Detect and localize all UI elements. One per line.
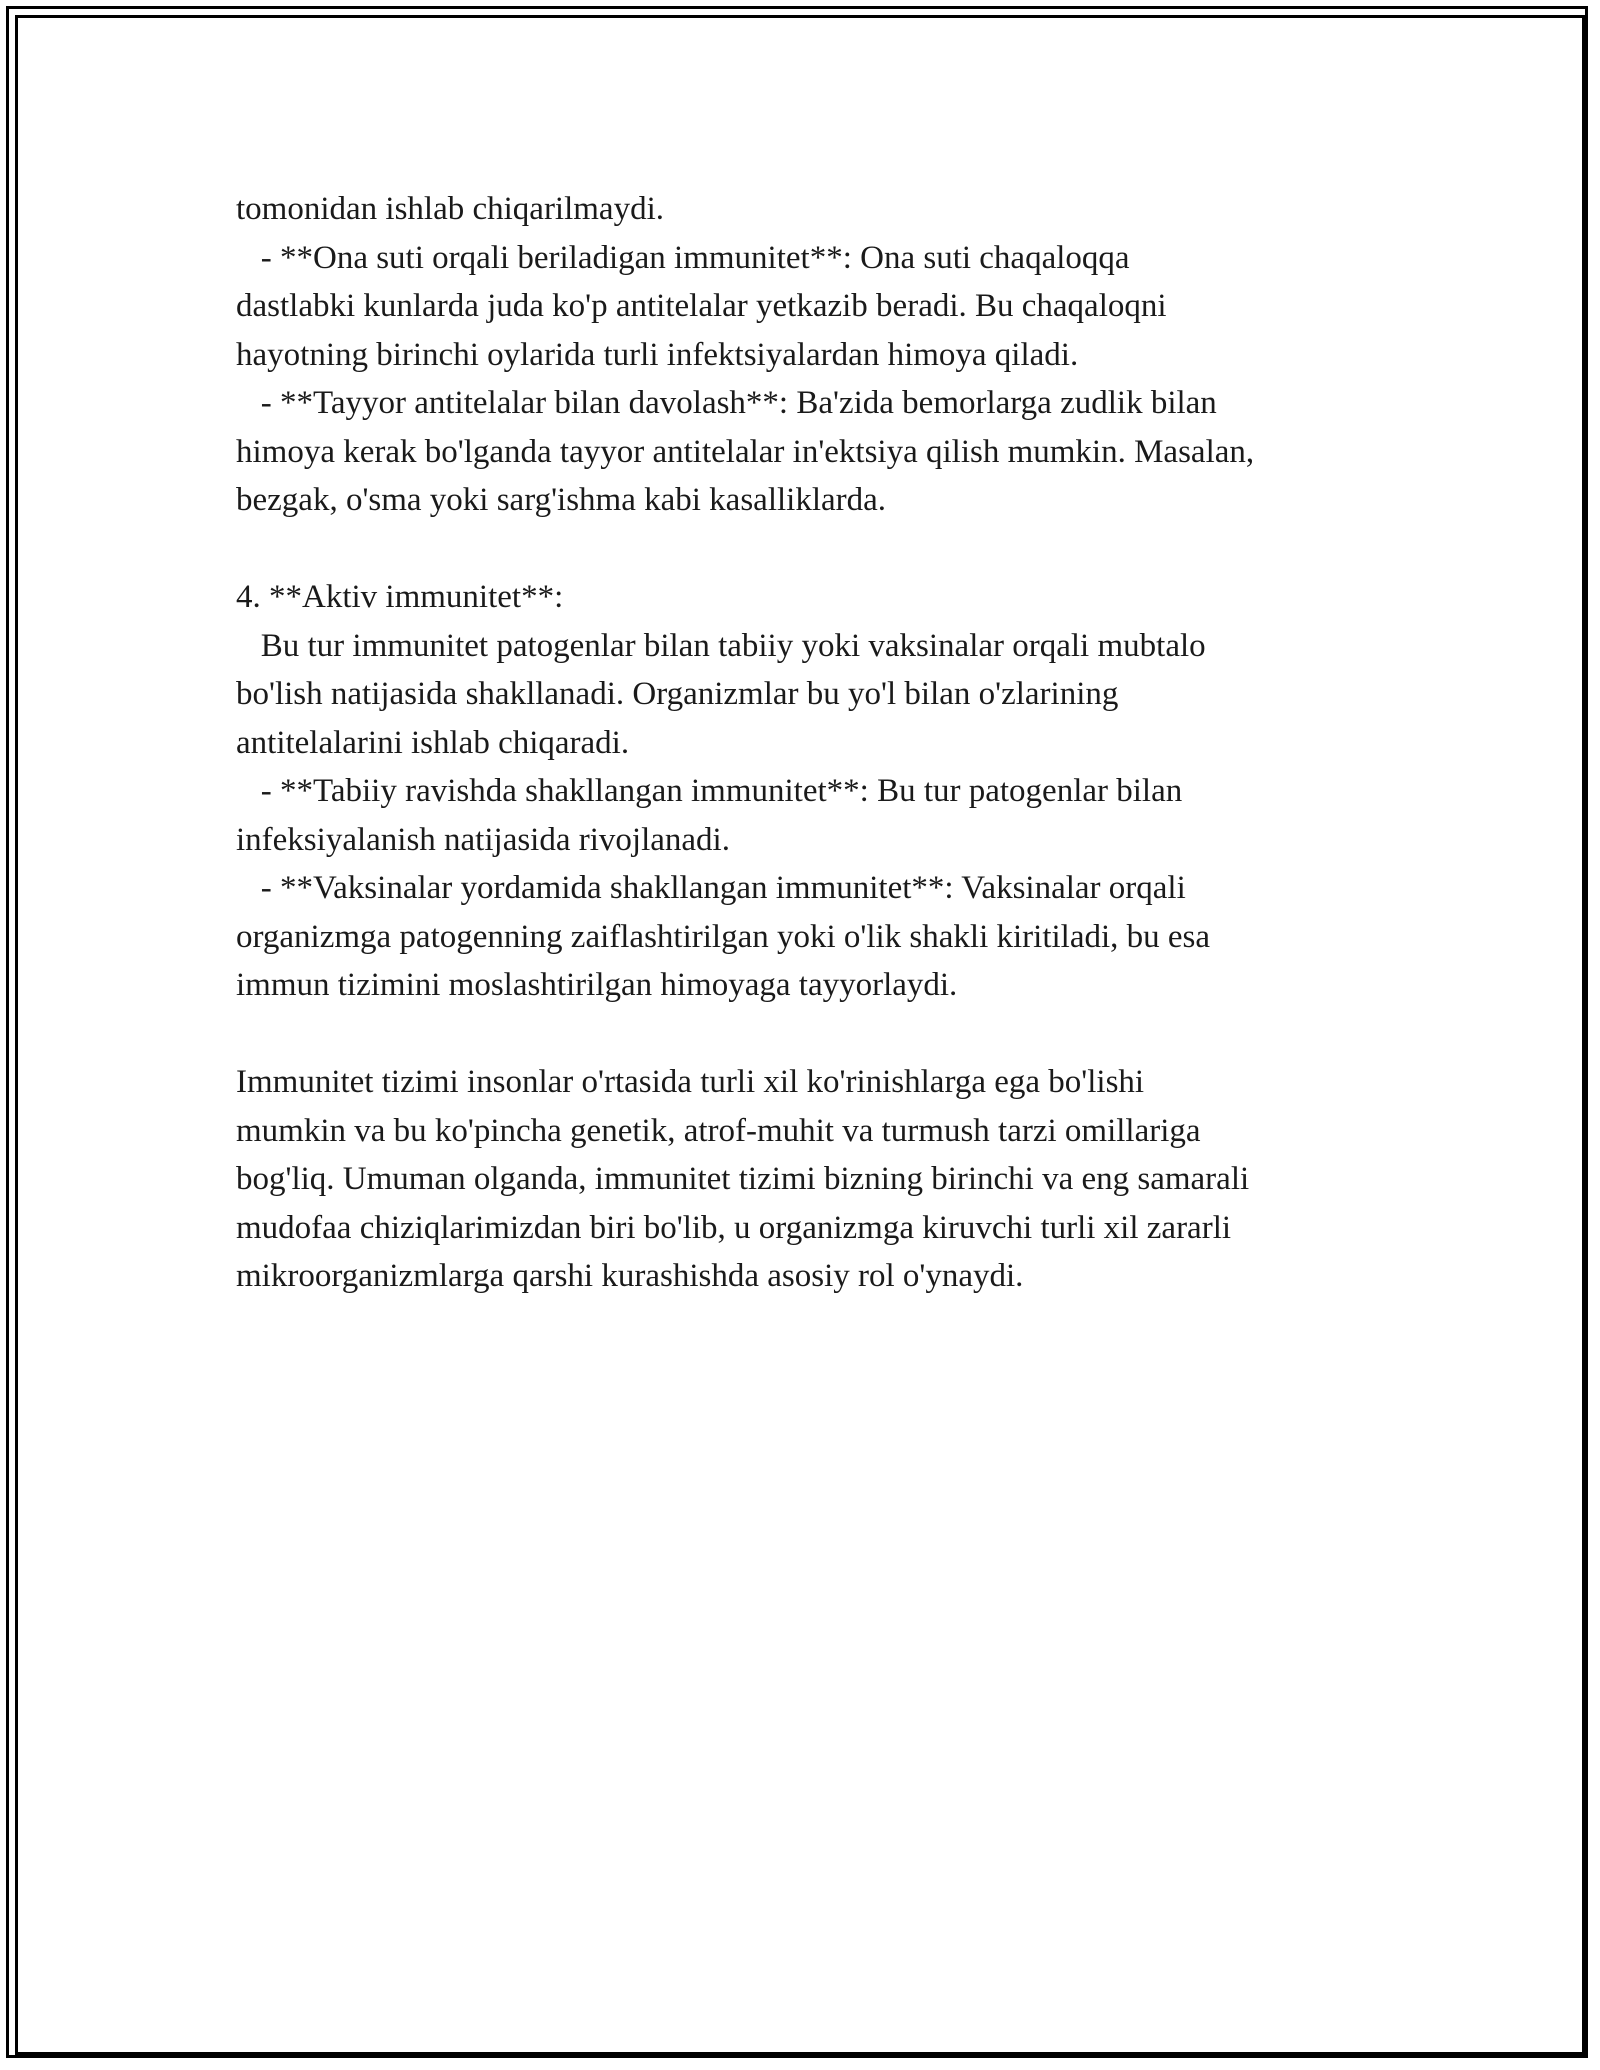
text-line: hayotning birinchi oylarida turli infektsiyalardan himoya qiladi. bbox=[236, 336, 1079, 373]
text-line: dastlabki kunlarda juda ko'p antitelalar yetkazib beradi. Bu chaqaloqni bbox=[236, 288, 1167, 324]
text-line: Bu tur immunitet patogenlar bilan tabiiy yoki vaksinalar orqali mubtalo bbox=[236, 627, 1206, 664]
text-line: mudofaa chiziqlarimizdan biri bo'lib, u organizmga kiruvchi turli xil zararli bbox=[236, 1209, 1232, 1246]
document-body bbox=[236, 185, 1386, 1301]
text-line: mumkin va bu ko'pincha genetik, atrof-muhit va turmush tarzi omillariga bbox=[236, 1112, 1201, 1149]
text-line: bog'liq. Umuman olganda, immunitet tizimi bizning birinchi va eng samarali bbox=[236, 1161, 1250, 1197]
text-line: bo'lish natijasida shakllanadi. Organizmlar bu yo'l bilan o'zlarining bbox=[236, 676, 1119, 712]
text-line: - **Tabiiy ravishda shakllangan immunitet**: Bu tur patogenlar bilan bbox=[236, 773, 1183, 809]
text-line: - **Vaksinalar yordamida shakllangan immunitet**: Vaksinalar orqali bbox=[236, 870, 1186, 906]
text-line: Immunitet tizimi insonlar o'rtasida turli xil ko'rinishlarga ega bo'lishi bbox=[236, 1064, 1145, 1100]
text-line: bezgak, o'sma yoki sarg'ishma kabi kasalliklarda. bbox=[236, 482, 887, 518]
text-line: immun tizimini moslashtirilgan himoyaga tayyorlaydi. bbox=[236, 967, 958, 1003]
text-line: - **Ona suti orqali beriladigan immunitet**: Ona suti chaqaloqqa bbox=[236, 239, 1130, 276]
text-line: mikroorganizmlarga qarshi kurashishda asosiy rol o'ynaydi. bbox=[236, 1258, 1024, 1294]
text-line: himoya kerak bo'lganda tayyor antitelalar in'ektsiya qilish mumkin. Masalan, bbox=[236, 433, 1255, 470]
text-line: tomonidan ishlab chiqarilmaydi. bbox=[236, 191, 665, 227]
text-line: - **Tayyor antitelalar bilan davolash**: Ba'zida bemorlarga zudlik bilan bbox=[236, 385, 1217, 421]
paragraph-gap bbox=[236, 525, 1386, 574]
section-heading: 4. **Aktiv immunitet**: bbox=[236, 579, 564, 615]
text-line: organizmga patogenning zaiflashtirilgan yoki o'lik shakli kiritiladi, bu esa bbox=[236, 918, 1211, 955]
text-line: infeksiyalanish natijasida rivojlanadi. bbox=[236, 821, 730, 858]
paragraph-gap bbox=[236, 1010, 1386, 1059]
text-line: antitelalarini ishlab chiqaradi. bbox=[236, 724, 630, 761]
